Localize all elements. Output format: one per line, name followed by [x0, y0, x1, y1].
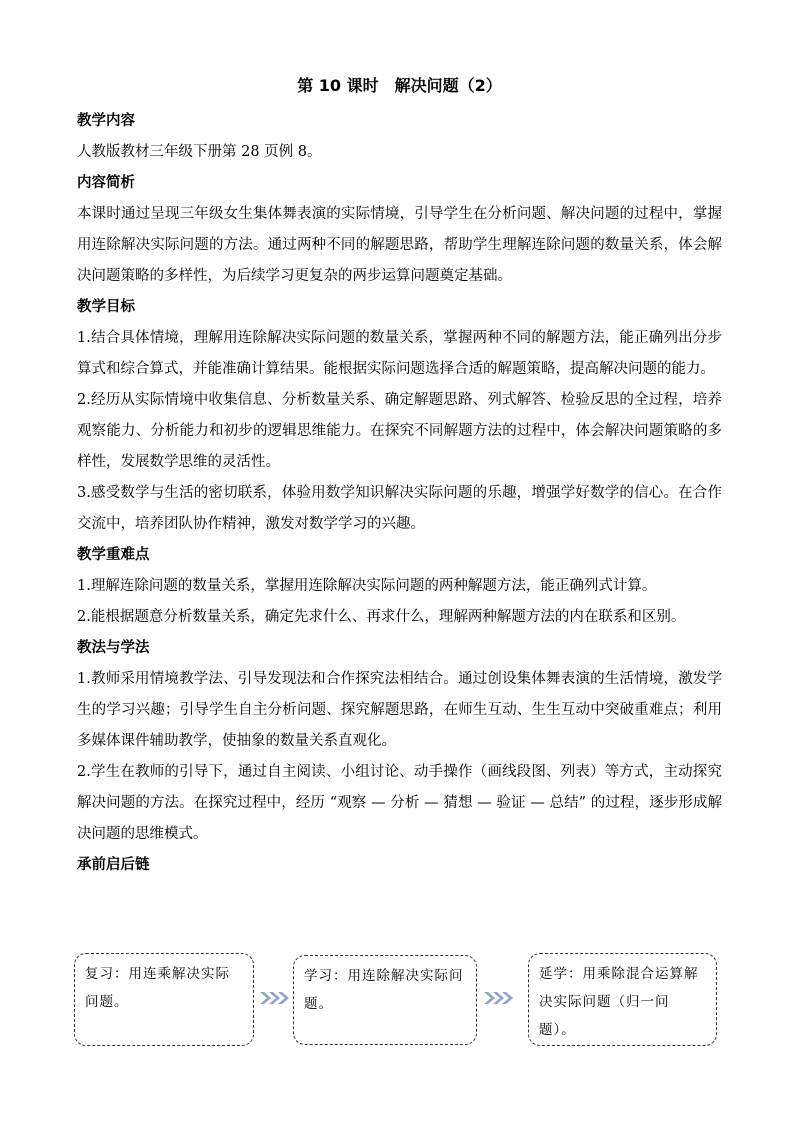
section-paragraph: 人教版教材三年级下册第 28 页例 8。	[77, 144, 322, 160]
section-heading: 教学目标	[77, 299, 135, 315]
section-heading: 教学内容	[77, 113, 135, 129]
section-chain	[77, 850, 722, 881]
learning-chain-diagram	[74, 953, 720, 1048]
document-page	[77, 74, 722, 881]
section-goals	[77, 292, 722, 540]
section-methods	[77, 633, 722, 850]
section-paragraph: 1.结合具体情境，理解用连除解决实际问题的数量关系，掌握两种不同的解题方法，能正确列出分步算式和综合算式，并能准确计算结果。能根据实际问题选择合适的解题策略，提高解决问题的能力。	[77, 330, 722, 377]
section-content	[77, 106, 722, 168]
section-heading: 教法与学法	[77, 640, 150, 656]
section-analysis	[77, 168, 722, 292]
section-paragraph: 本课时通过呈现三年级女生集体舞表演的实际情境，引导学生在分析问题、解决问题的过程中，掌握用连除解决实际问题的方法。通过两种不同的解题思路，帮助学生理解连除问题的数量关系，体会解决问题策略的多样性，为后续学习更复杂的两步运算问题奠定基础。	[77, 206, 722, 284]
page-title: 第 10 课时 解决问题（2）	[297, 76, 502, 95]
section-heading: 教学重难点	[77, 547, 150, 563]
section-paragraph: 1.教师采用情境教学法、引导发现法和合作探究法相结合。通过创设集体舞表演的生活情境，激发学生的学习兴趣；引导学生自主分析问题、探究解题思路，在师生互动、生生互动中突破重难点；利用多媒体课件辅助教学，使抽象的数量关系直观化。	[77, 671, 722, 749]
double-chevron-right-icon	[482, 989, 514, 1007]
section-heading: 承前启后链	[77, 857, 150, 873]
section-paragraph: 2.经历从实际情境中收集信息、分析数量关系、确定解题思路、列式解答、检验反思的全过程，培养观察能力、分析能力和初步的逻辑思维能力。在探究不同解题方法的过程中，体会解决问题策略的多样性，发展数学思维的灵活性。	[77, 392, 722, 470]
section-paragraph: 3.感受数学与生活的密切联系，体验用数学知识解决实际问题的乐趣，增强学好数学的信心。在合作交流中，培养团队协作精神，激发对数学学习的兴趣。	[77, 485, 722, 532]
section-paragraph: 2.能根据题意分析数量关系，确定先求什么、再求什么，理解两种解题方法的内在联系和区别。	[77, 609, 686, 625]
double-chevron-right-icon	[258, 989, 290, 1007]
chain-box-review: 复习：用连乘解决实际问题。	[74, 953, 254, 1046]
section-key-points	[77, 540, 722, 633]
section-paragraph: 2.学生在教师的引导下，通过自主阅读、小组讨论、动手操作（画线段图、列表）等方式，主动探究解决问题的方法。在探究过程中，经历 “观察 — 分析 — 猜想 — 验证 — 总结” 的过程，逐步形成解决问题的思维模式。	[77, 764, 722, 842]
chain-box-learn: 学习：用连除解决实际问题。	[293, 955, 477, 1045]
section-heading: 内容简析	[77, 175, 135, 191]
section-paragraph: 1.理解连除问题的数量关系，掌握用连除解决实际问题的两种解题方法，能正确列式计算。	[77, 578, 657, 594]
chain-box-extend: 延学：用乘除混合运算解决实际问题（归一问题）。	[528, 953, 717, 1046]
